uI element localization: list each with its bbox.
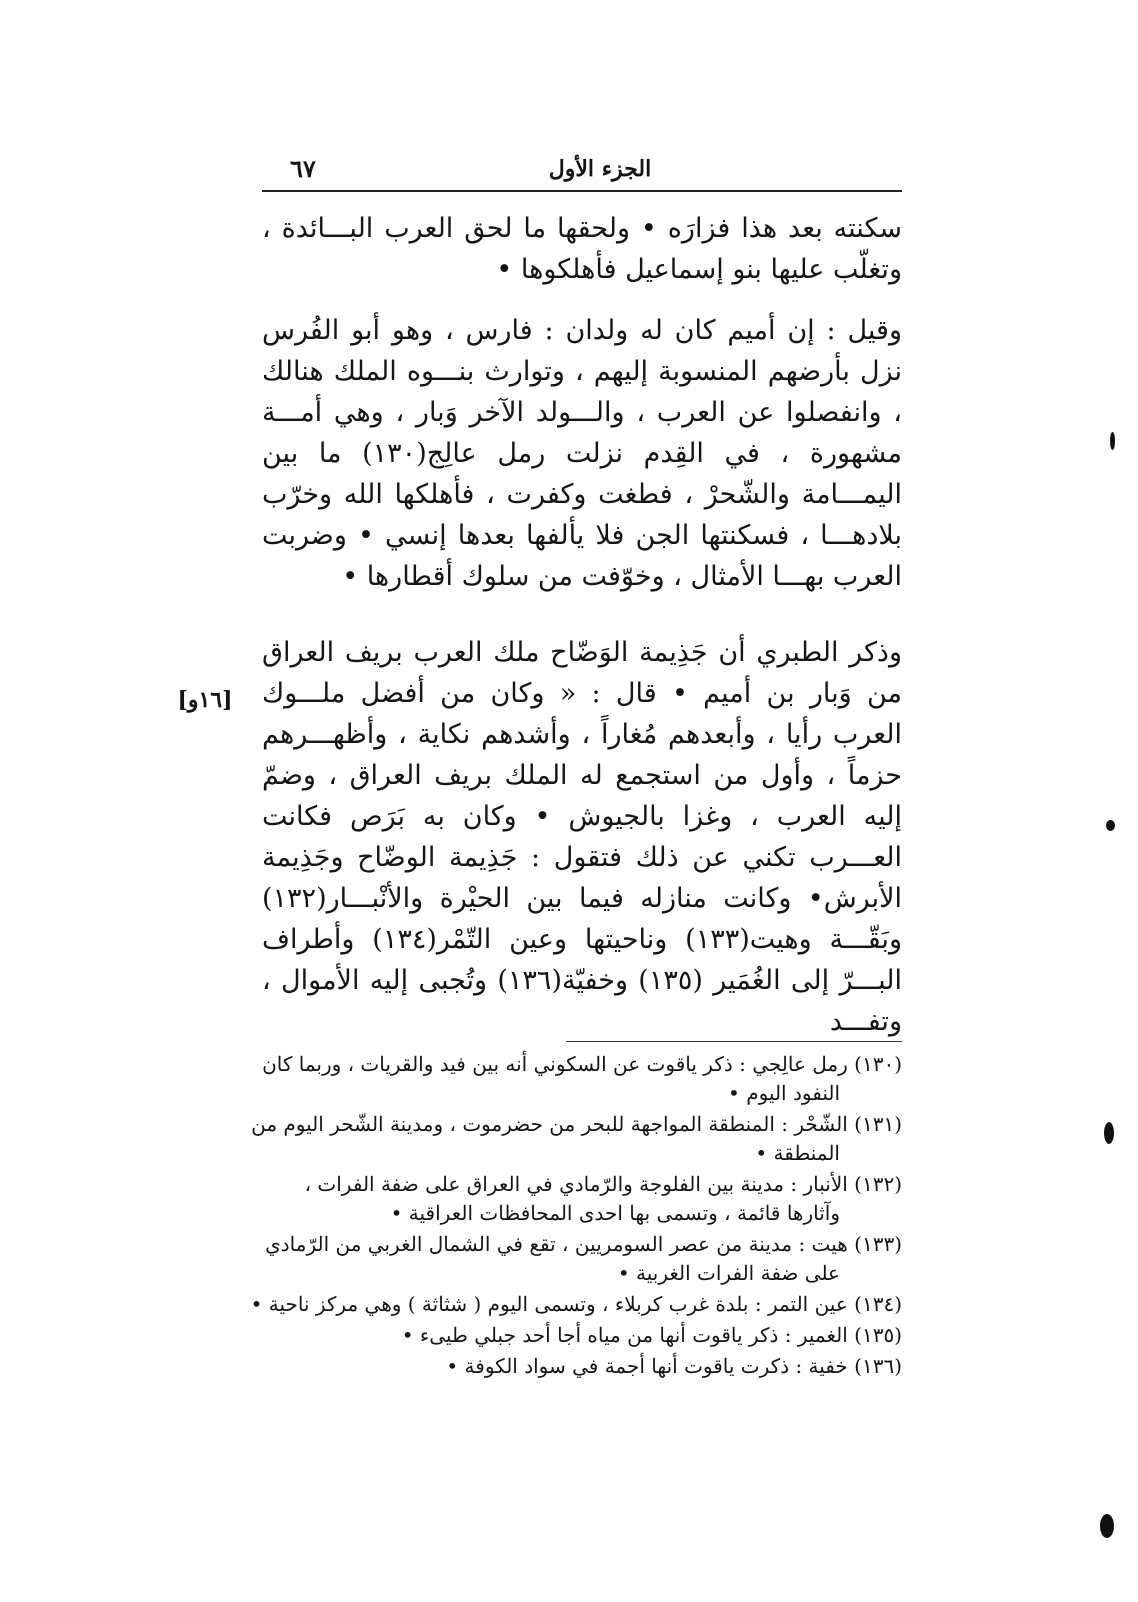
scan-edge-mark	[1106, 820, 1115, 831]
scan-edge-mark	[1104, 1122, 1114, 1144]
scan-edge-mark	[1110, 432, 1115, 450]
body-paragraph-1: سكنته بعد هذا فزارَه • ولحقها ما لحق العرب البـــائدة ، وتغلّب عليها بنو إسماعيل فأهلكوها •	[262, 213, 902, 285]
page-number: ٦٧	[290, 154, 316, 183]
body-paragraph-3: وذكر الطبري أن جَذِيمة الوَضّاح ملك العرب بريف العراق من وَبار بن أميم • قال : « وكان من أفضل ملـــوك العرب رأيا ، وأبعدهم مُغاراً ، وأشدهم نكاية ، وأظهـــرهم حزماً ، وأول من استجمع له الملك بريف العراق ، وضمّ إليه العرب ، وغزا بالجيوش • وكان به بَرَص فكانت العـــرب تكني عن ذلك فتقول : جَذِيمة الوضّاح وجَذِيمة الأبرش• وكانت منازله فيما بين الحيْرة والأنْبـــار(١٣٢) وبَقّـــة وهيت(١٣٣) وناحيتها وعين التّمْر(١٣٤) وأطراف البـــرّ إلى الغُمَير (١٣٥) وخفيّة(١٣٦) وتُجبى إليه الأموال ، وتفـــد	[262, 637, 902, 1037]
footnote-134: (١٣٤) عين التمر : بلدة غرب كربلاء ، وتسمى اليوم ( شثاثة ) وهي مركز ناحية •	[250, 1292, 902, 1316]
footnote-132: (١٣٢) الأنبار : مدينة بين الفلوجة والرّمادي في العراق على ضفة الفرات ، وآثارها قائمة ، وتسمى بها احدى المحافظات العراقية •	[304, 1172, 902, 1225]
manuscript-folio-marker: [١٦و]	[177, 687, 233, 713]
scan-edge-mark	[1100, 1514, 1114, 1538]
footnote-136: (١٣٦) خفية : ذكرت ياقوت أنها أجمة في سواد الكوفة •	[446, 1354, 902, 1378]
running-title: الجزء الأول	[548, 156, 652, 182]
footnote-131: (١٣١) الشّحْر : المنطقة المواجهة للبحر من حضرموت ، ومدينة الشّحر اليوم من المنطقة •	[251, 1112, 902, 1165]
page-header	[262, 150, 902, 192]
footnote-separator	[566, 1041, 902, 1042]
body-paragraph-2: وقيل : إن أميم كان له ولدان : فارس ، وهو أبو الفُرس نزل بأرضهم المنسوبة إليهم ، وتوارث بنـــوه الملك هنالك ، وانفصلوا عن العرب ، والـــولد الآخر وَبار ، وهي أمـــة مشهورة ، في القِدم نزلت رمل عالِج(١٣٠) ما بين اليمـــامة والشّحرْ ، فطغت وكفرت ، فأهلكها الله وخرّب بلادهـــا ، فسكنتها الجن فلا يألفها بعدها إنسي • وضربت العرب بهـــا الأمثال ، وخوّفت من سلوك أقطارها •	[262, 315, 902, 592]
footnote-130: (١٣٠) رمل عالِجي : ذكر ياقوت عن السكوني أنه بين فيد والقريات ، وربما كان النفود اليوم •	[262, 1052, 902, 1105]
footnotes	[250, 1050, 902, 1383]
footnote-135: (١٣٥) الغمير : ذكر ياقوت أنها من مياه أجا أحد جبلي طيىء •	[401, 1323, 902, 1347]
footnote-133: (١٣٣) هيت : مدينة من عصر السومريين ، تقع في الشمال الغربي من الرّمادي على ضفة الفرات الغربية •	[265, 1232, 902, 1285]
